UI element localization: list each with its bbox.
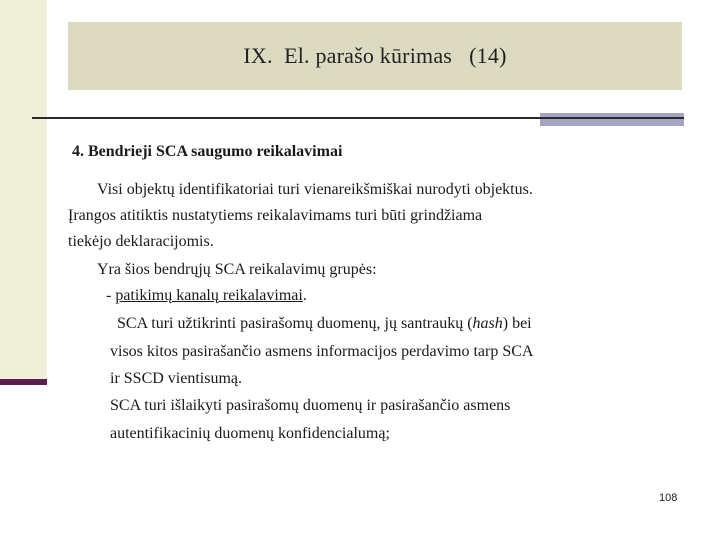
rule-accent-block	[540, 113, 684, 126]
section-heading: 4. Bendrieji SCA saugumo reikalavimai	[72, 143, 343, 160]
list-item-prefix: -	[106, 287, 116, 304]
left-bar-accent-stripe	[0, 379, 47, 385]
requirement1-line2: visos kitos pasirašančio asmens informacijos perdavimo tarp SCA	[110, 343, 534, 360]
left-decorative-bar	[0, 0, 47, 385]
paragraph1-line1: Visi objektų identifikatoriai turi vienareikšmiškai nurodyti objektus.	[97, 181, 533, 198]
requirement2-line1: SCA turi išlaikyti pasirašomų duomenų ir pasirašančio asmens	[110, 397, 511, 414]
hash-term: hash	[472, 315, 503, 332]
requirement1-text-post: ) bei	[502, 315, 532, 332]
page-number: 108	[659, 492, 678, 504]
requirement1-text-pre: SCA turi užtikrinti pasirašomų duomenų, jų santraukų (	[117, 315, 473, 332]
list-item	[106, 286, 307, 306]
slide-title: IX. El. parašo kūrimas (14)	[243, 43, 507, 68]
paragraph1-line3: tiekėjo deklaracijomis.	[68, 233, 214, 250]
paragraph2: Yra šios bendrųjų SCA reikalavimų grupės:	[97, 261, 377, 278]
paragraph1-line2: Įrangos atitiktis nustatytiems reikalavimams turi būti grindžiama	[68, 207, 483, 224]
trusted-channels-link[interactable]: patikimų kanalų reikalavimai	[115, 287, 303, 304]
horizontal-rule	[32, 117, 684, 119]
title-banner	[68, 22, 682, 90]
requirement1-line3: ir SSCD vientisumą.	[110, 370, 243, 387]
list-item-suffix: .	[302, 287, 307, 304]
requirement2-line2: autentifikacinių duomenų konfidencialumą;	[110, 425, 390, 442]
requirement1-line1	[117, 314, 532, 334]
